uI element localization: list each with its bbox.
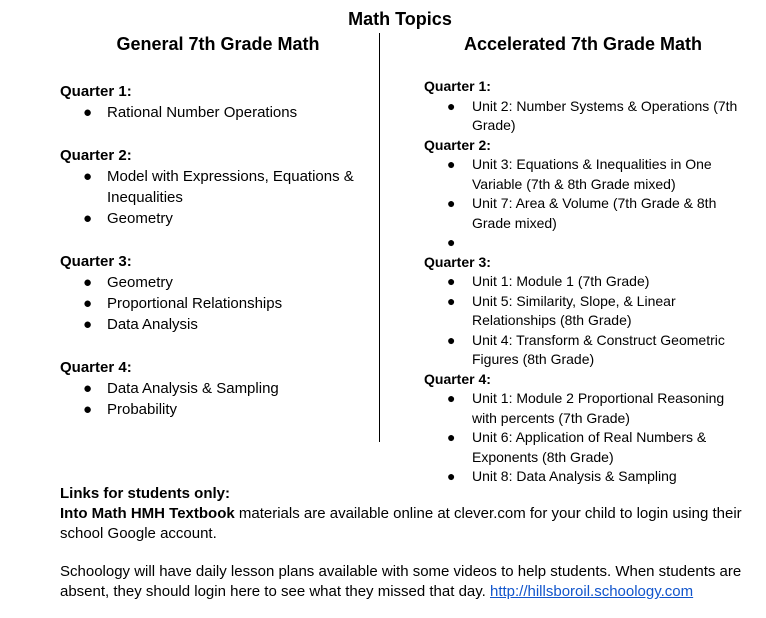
general-math-heading: General 7th Grade Math: [116, 34, 320, 54]
bullet-icon: ●: [447, 331, 456, 348]
topic-text: Unit 3: Equations & Inequalities in One Variable (7th & 8th Grade mixed): [472, 156, 712, 192]
list-item: [424, 97, 744, 136]
list-item: [424, 155, 744, 194]
quarter-label: Quarter 4:: [60, 359, 132, 376]
list-item: [60, 378, 380, 399]
bullet-icon: ●: [447, 468, 456, 484]
links-heading: Links for students only:: [60, 485, 231, 502]
topic-text: Unit 7: Area & Volume (7th Grade & 8th Grade mixed): [472, 195, 717, 231]
textbook-paragraph: [60, 504, 750, 544]
page-title: Math Topics: [348, 9, 452, 29]
bullet-icon: ●: [447, 195, 456, 211]
topic-text: Unit 5: Similarity, Slope, & Linear Relationships (8th Grade): [472, 292, 676, 328]
list-item: [424, 389, 744, 428]
list-item: [424, 233, 744, 253]
bullet-icon: ●: [447, 273, 456, 289]
topic-text: Geometry: [107, 210, 173, 227]
topic-list: [424, 389, 744, 487]
topic-list: [60, 166, 380, 229]
topic-list: [60, 272, 380, 335]
bullet-icon: ●: [447, 292, 456, 309]
schoology-paragraph: [60, 562, 750, 602]
quarter-label: Quarter 3:: [424, 253, 491, 270]
topic-list: [424, 155, 744, 253]
list-item: [60, 166, 380, 208]
topic-text: Probability: [107, 401, 178, 418]
topic-list: [424, 97, 744, 136]
bullet-icon: ●: [447, 234, 456, 250]
general-math-column: [60, 81, 380, 442]
accelerated-quarter-4: [424, 370, 744, 487]
topic-list: [60, 102, 380, 123]
list-item: [424, 272, 744, 292]
topic-list: [60, 378, 380, 420]
topic-text: Data Analysis & Sampling: [107, 380, 279, 397]
topic-text: Model with Expressions, Equations & Inequalities: [107, 168, 354, 206]
topic-list: [424, 272, 744, 370]
topic-text: Unit 6: Application of Real Numbers & Exponents (8th Grade): [472, 429, 707, 465]
topic-text: Data Analysis: [107, 316, 198, 333]
list-item: [60, 399, 380, 420]
bullet-icon: ●: [447, 429, 456, 445]
bullet-icon: ●: [83, 316, 93, 333]
bullet-icon: ●: [447, 97, 456, 114]
list-item: [60, 293, 380, 314]
list-item: [424, 194, 744, 233]
paragraph-spacer: [60, 544, 750, 562]
bullet-icon: ●: [83, 168, 93, 185]
general-quarter-3: [60, 251, 380, 335]
quarter-label: Quarter 1:: [60, 83, 132, 100]
quarter-label: Quarter 2:: [60, 147, 132, 164]
topic-text: Rational Number Operations: [107, 104, 298, 121]
accelerated-quarter-2: [424, 136, 744, 253]
general-quarter-1: [60, 81, 380, 123]
bullet-icon: ●: [83, 295, 93, 312]
bullet-icon: ●: [83, 401, 93, 418]
bullet-icon: ●: [83, 104, 93, 121]
general-quarter-2: [60, 145, 380, 229]
general-quarter-4: [60, 357, 380, 420]
list-item: [60, 208, 380, 229]
bullet-icon: ●: [83, 380, 93, 397]
topic-text: Unit 1: Module 1 (7th Grade): [472, 273, 650, 289]
list-item: [424, 428, 744, 467]
quarter-label: Quarter 4:: [424, 370, 491, 387]
topic-text: Unit 1: Module 2 Proportional Reasoning with percents (7th Grade): [472, 390, 725, 426]
bullet-icon: ●: [83, 210, 93, 227]
student-links-section: [60, 484, 750, 602]
list-item: [60, 314, 380, 335]
schoology-link[interactable]: http://hillsboroil.schoology.com: [489, 583, 694, 600]
bullet-icon: ●: [83, 274, 93, 291]
accelerated-math-heading: Accelerated 7th Grade Math: [463, 34, 703, 54]
list-item: [424, 292, 744, 331]
list-item: [60, 272, 380, 293]
accelerated-quarter-3: [424, 253, 744, 370]
list-item: [60, 102, 380, 123]
bullet-icon: ●: [447, 156, 456, 172]
textbook-description: materials are available online at clever.com for your child to login using their school Google account.: [60, 505, 742, 542]
topic-text: Unit 2: Number Systems & Operations (7th Grade): [472, 97, 738, 133]
topic-text: Unit 4: Transform & Construct Geometric Figures (8th Grade): [472, 331, 725, 367]
quarter-label: Quarter 1:: [424, 78, 491, 94]
accelerated-math-column: [424, 77, 744, 487]
topic-text: Proportional Relationships: [107, 295, 283, 312]
topic-text: Unit 8: Data Analysis & Sampling: [472, 468, 677, 484]
bullet-icon: ●: [447, 390, 456, 406]
topic-text: Geometry: [107, 274, 173, 291]
textbook-name: Into Math HMH Textbook: [60, 505, 235, 522]
schoology-description: Schoology will have daily lesson plans available with some videos to help students. When students are absent, they should login here to see what they missed that day.: [60, 563, 742, 600]
accelerated-quarter-1: [424, 77, 744, 136]
list-item: [424, 331, 744, 370]
quarter-label: Quarter 2:: [424, 136, 491, 153]
quarter-label: Quarter 3:: [60, 253, 132, 270]
